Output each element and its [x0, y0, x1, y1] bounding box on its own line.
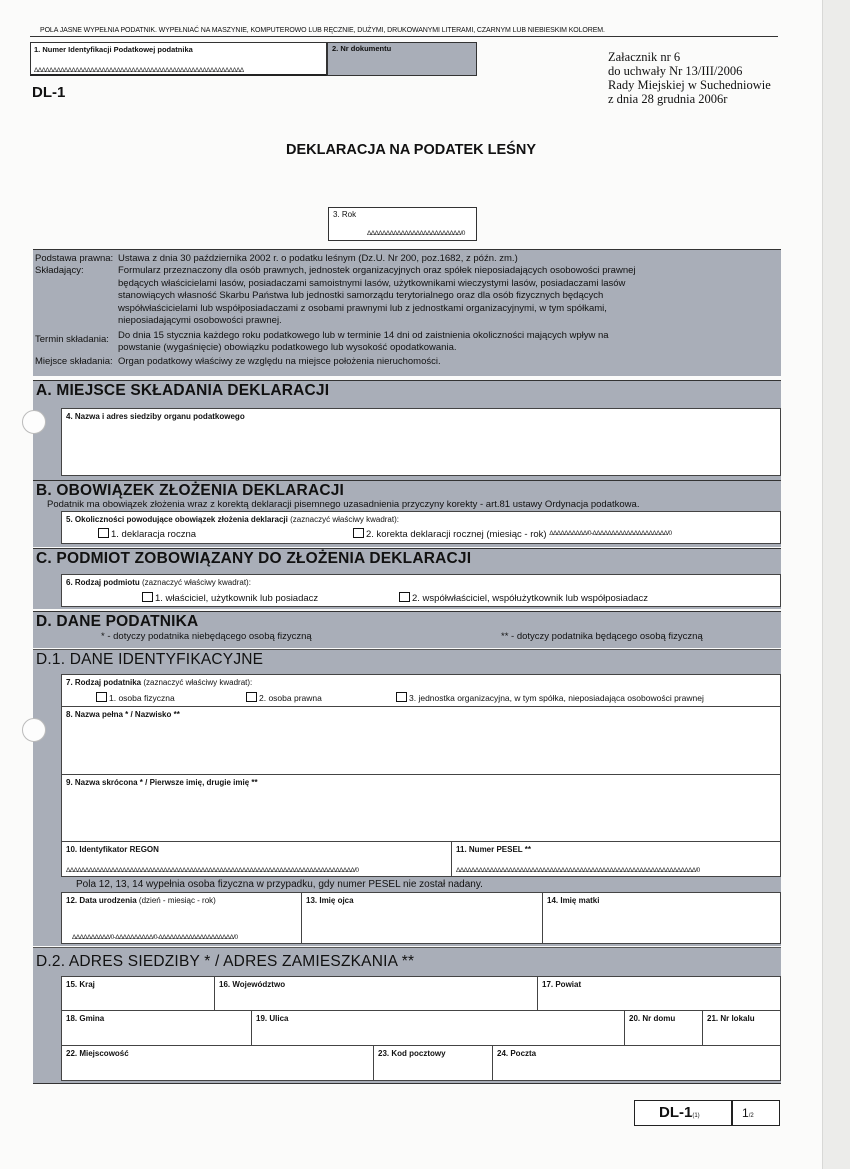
taxpayer-type-note: (zaznaczyć właściwy kwadrat): — [143, 678, 253, 687]
section-a-title: A. MIEJSCE SKŁADANIA DEKLARACJI — [36, 382, 330, 399]
footer-form-code — [659, 1104, 700, 1121]
full-name-label: 8. Nazwa pełna * / Nazwisko ** — [66, 710, 180, 719]
footer-code-box — [634, 1100, 780, 1126]
obligation-label-text: 5. Okoliczności powodujące obowiązek złożenia deklaracji — [66, 515, 288, 524]
page-number — [742, 1106, 754, 1120]
owner-option[interactable] — [142, 592, 318, 604]
annex-line: Rady Miejskiej w Suchedniowie — [608, 78, 771, 92]
annual-declaration-label: 1. deklaracja roczna — [111, 529, 197, 540]
birth-date-field[interactable] — [61, 892, 302, 944]
legal-person-label: 2. osoba prawna — [259, 693, 322, 703]
submitter-line: nieposiadającymi osobowości prawnej. — [118, 315, 282, 326]
mother-name-field[interactable] — [543, 892, 781, 944]
submitter-line: stanowiących własność Skarbu Państwa lub jednostki samorządu terytorialnego oraz dla osób fizycznych będących — [118, 290, 604, 301]
entity-type-field — [61, 574, 781, 607]
natural-person-option[interactable] — [96, 692, 175, 703]
bottom-rule — [33, 1083, 781, 1084]
organizational-unit-option[interactable] — [396, 692, 704, 703]
postal-code-field[interactable] — [374, 1046, 493, 1081]
checkbox-icon[interactable] — [399, 592, 410, 602]
punch-hole-icon — [22, 410, 46, 434]
fill-instructions: POLA JASNE WYPEŁNIA PODATNIK. WYPEŁNIAĆ NA MASZYNIE, KOMPUTEROWO LUB RĘCZNIE, DUŻYMI, DRUKOWANYMI LITERAMI, CZARNYM LUB NIEBIESKIM KOLOREM. — [40, 27, 605, 34]
submitter-text — [118, 265, 768, 328]
checkbox-icon[interactable] — [246, 692, 257, 702]
regon-label: 10. Identyfikator REGON — [66, 845, 159, 854]
pesel-note: Pola 12, 13, 14 wypełnia osoba fizyczna w przypadku, gdy numer PESEL nie został nadany. — [76, 879, 483, 890]
municipality-label: 18. Gmina — [66, 1014, 105, 1023]
footer-version: (1) — [692, 1113, 700, 1119]
pesel-label: 11. Numer PESEL ** — [456, 845, 531, 854]
section-b-subtitle: Podatnik ma obowiązek złożenia wraz z korektą deklaracji pisemnego uzasadnienia przyczyny korekty - art.81 ustawy Ordynacja podatkowa. — [47, 499, 640, 510]
section-d-note-legal: * - dotyczy podatnika niebędącego osobą fizyczną — [101, 631, 312, 642]
section-d2-title: D.2. ADRES SIEDZIBY * / ADRES ZAMIESZKANIA ** — [36, 953, 415, 970]
county-label: 17. Powiat — [542, 980, 582, 989]
deadline-line: Do dnia 15 stycznia każdego roku podatkowego lub w terminie 14 dni od zaistnienia okoliczności mających wpływ na — [118, 330, 609, 341]
county-field[interactable] — [538, 976, 781, 1011]
legal-info-block — [33, 249, 781, 376]
pesel-dots: ΔΔΔΔΔΔΔΔΔΔΔΔΔΔΔΔΔΔΔΔΔΔΔΔΔΔΔΔΔΔΔΔΔΔΔΔΔΔΔΔΔΔΔΔΔΔΔΔΔΔΔΔΔΔΔΔΔΔΔΔΔΔΔΔ/0 — [456, 867, 700, 874]
year-field[interactable] — [328, 207, 477, 241]
entity-type-label-text: 6. Rodzaj podmiotu — [66, 578, 140, 587]
pesel-field[interactable] — [452, 842, 781, 877]
apartment-number-label: 21. Nr lokalu — [707, 1014, 755, 1023]
voivodeship-label: 16. Województwo — [219, 980, 286, 989]
nip-label: 1. Numer Identyfikacji Podatkowej podatnika — [34, 45, 193, 54]
section-d-note-natural: ** - dotyczy podatnika będącego osobą fizyczną — [501, 631, 703, 642]
tax-office-label: 4. Nazwa i adres siedziby organu podatkowego — [66, 412, 245, 421]
city-label: 22. Miejscowość — [66, 1049, 129, 1058]
correction-date-dots: ΔΔΔΔΔΔΔΔΔΔ/0-ΔΔΔΔΔΔΔΔΔΔΔΔΔΔΔΔΔΔΔΔ/0 — [549, 530, 672, 537]
form-title: DEKLARACJA NA PODATEK LEŚNY — [285, 142, 536, 158]
municipality-field[interactable] — [61, 1011, 252, 1046]
owner-label: 1. właściciel, użytkownik lub posiadacz — [155, 593, 319, 604]
obligation-field — [61, 511, 781, 544]
legal-person-option[interactable] — [246, 692, 322, 703]
submitter-line: współwłaścicielami lub współposiadaczami z osobami prawnymi lub z jednostkami organizacyjnymi, w tym spółkami, — [118, 302, 607, 314]
post-office-label: 24. Poczta — [497, 1049, 537, 1058]
birth-date-note: (dzień - miesiąc - rok) — [138, 896, 216, 905]
obligation-note: (zaznaczyć właściwy kwadrat): — [290, 515, 399, 524]
form-code: DL-1 — [32, 84, 66, 101]
natural-person-label: 1. osoba fizyczna — [109, 693, 175, 703]
father-name-field[interactable] — [302, 892, 543, 944]
place-label: Miejsce składania: — [35, 356, 113, 367]
nip-dots: ΔΔΔΔΔΔΔΔΔΔΔΔΔΔΔΔΔΔΔΔΔΔΔΔΔΔΔΔΔΔΔΔΔΔΔΔΔΔΔΔΔΔΔΔΔΔΔΔΔΔΔΔΔΔΔΔ — [34, 67, 244, 74]
co-owner-option[interactable] — [399, 592, 648, 604]
deadline-label: Termin składania: — [35, 334, 109, 345]
section-b-title: B. OBOWIĄZEK ZŁOŻENIA DEKLARACJI — [36, 482, 345, 499]
taxpayer-type-label — [66, 678, 252, 687]
short-name-field[interactable] — [61, 775, 781, 842]
footer-code-text: DL-1 — [659, 1104, 693, 1121]
place-text: Organ podatkowy właściwy ze względu na miejsce położenia nieruchomości. — [118, 356, 441, 367]
scan-edge — [822, 0, 850, 1169]
birth-date-label-text: 12. Data urodzenia — [66, 896, 137, 905]
section-d — [33, 611, 781, 648]
apartment-number-field[interactable] — [703, 1011, 781, 1046]
annex-note — [608, 50, 771, 106]
obligation-label — [66, 515, 399, 524]
entity-type-label — [66, 578, 251, 587]
tax-office-field[interactable] — [61, 408, 781, 476]
country-field[interactable] — [61, 976, 215, 1011]
checkbox-icon[interactable] — [98, 528, 109, 538]
page-total: /2 — [748, 1113, 754, 1119]
house-number-label: 20. Nr domu — [629, 1014, 676, 1023]
mother-name-label: 14. Imię matki — [547, 896, 600, 905]
regon-dots: ΔΔΔΔΔΔΔΔΔΔΔΔΔΔΔΔΔΔΔΔΔΔΔΔΔΔΔΔΔΔΔΔΔΔΔΔΔΔΔΔΔΔΔΔΔΔΔΔΔΔΔΔΔΔΔΔΔΔΔΔΔΔΔΔΔΔΔΔΔΔΔΔΔΔΔΔΔ/0 — [66, 867, 359, 874]
punch-hole-icon — [22, 718, 46, 742]
nip-field[interactable] — [30, 42, 327, 76]
street-field[interactable] — [252, 1011, 625, 1046]
annex-line: do uchwały Nr 13/III/2006 — [608, 64, 743, 78]
checkbox-icon[interactable] — [96, 692, 107, 702]
regon-field[interactable] — [61, 842, 452, 877]
submitter-line: Formularz przeznaczony dla osób prawnych, jednostek organizacyjnych oraz spółek nieposiadających osobowości prawnej — [118, 265, 636, 276]
post-office-field[interactable] — [493, 1046, 781, 1081]
header-rule — [30, 36, 778, 37]
page-current: 1 — [742, 1106, 749, 1120]
short-name-label: 9. Nazwa skrócona * / Pierwsze imię, drugie imię ** — [66, 778, 258, 787]
postal-code-label: 23. Kod pocztowy — [378, 1049, 446, 1058]
submitter-line: będących właścicielami lasów, posiadaczami samoistnymi lasów, użytkownikami wieczystymi lasów, posiadaczami lasów — [118, 277, 626, 289]
checkbox-icon[interactable] — [396, 692, 407, 702]
section-d1-title: D.1. DANE IDENTYFIKACYJNE — [36, 651, 264, 668]
annual-declaration-option[interactable] — [98, 528, 196, 540]
section-c-title: C. PODMIOT ZOBOWIĄZANY DO ZŁOŻENIA DEKLARACJI — [36, 550, 472, 567]
country-label: 15. Kraj — [66, 980, 95, 989]
checkbox-icon[interactable] — [142, 592, 153, 602]
correction-option[interactable] — [353, 528, 699, 540]
house-number-field[interactable] — [625, 1011, 703, 1046]
taxpayer-type-field — [61, 674, 781, 707]
organizational-unit-label: 3. jednostka organizacyjna, w tym spółka, nieposiadająca osobowości prawnej — [409, 693, 704, 703]
checkbox-icon[interactable] — [353, 528, 364, 538]
street-label: 19. Ulica — [256, 1014, 289, 1023]
birth-date-dots: ΔΔΔΔΔΔΔΔΔΔ/0-ΔΔΔΔΔΔΔΔΔΔ/0-ΔΔΔΔΔΔΔΔΔΔΔΔΔΔΔΔΔΔΔΔ/0 — [72, 934, 238, 941]
voivodeship-field[interactable] — [215, 976, 538, 1011]
entity-type-note: (zaznaczyć właściwy kwadrat): — [142, 578, 251, 587]
taxpayer-type-label-text: 7. Rodzaj podatnika — [66, 678, 142, 687]
footer-divider — [731, 1101, 733, 1125]
legal-basis-label: Podstawa prawna: — [35, 253, 114, 264]
birth-date-label — [66, 896, 216, 905]
legal-basis-text: Ustawa z dnia 30 października 2002 r. o podatku leśnym (Dz.U. Nr 200, poz.1682, z późn. zm.) — [118, 253, 518, 264]
father-name-label: 13. Imię ojca — [306, 896, 354, 905]
deadline-line: powstanie (wygaśnięcie) obowiązku podatkowego lub wysokość opodatkowania. — [118, 341, 457, 353]
submitter-label: Składający: — [35, 265, 84, 276]
document-number-label: 2. Nr dokumentu — [332, 44, 392, 53]
deadline-text — [118, 330, 768, 353]
year-label: 3. Rok — [333, 210, 357, 219]
annex-line: Załacznik nr 6 — [608, 50, 681, 64]
correction-label: 2. korekta deklaracji rocznej (miesiąc - rok) — [366, 529, 547, 540]
city-field[interactable] — [61, 1046, 374, 1081]
full-name-field[interactable] — [61, 707, 781, 775]
section-d-title: D. DANE PODATNIKA — [36, 613, 199, 630]
year-dots: ΔΔΔΔΔΔΔΔΔΔΔΔΔΔΔΔΔΔΔΔΔΔΔΔΔ/0 — [367, 230, 465, 237]
co-owner-label: 2. współwłaściciel, współużytkownik lub współposiadacz — [412, 593, 649, 604]
annex-line: z dnia 28 grudnia 2006r — [608, 92, 728, 106]
document-number-field — [327, 42, 477, 76]
